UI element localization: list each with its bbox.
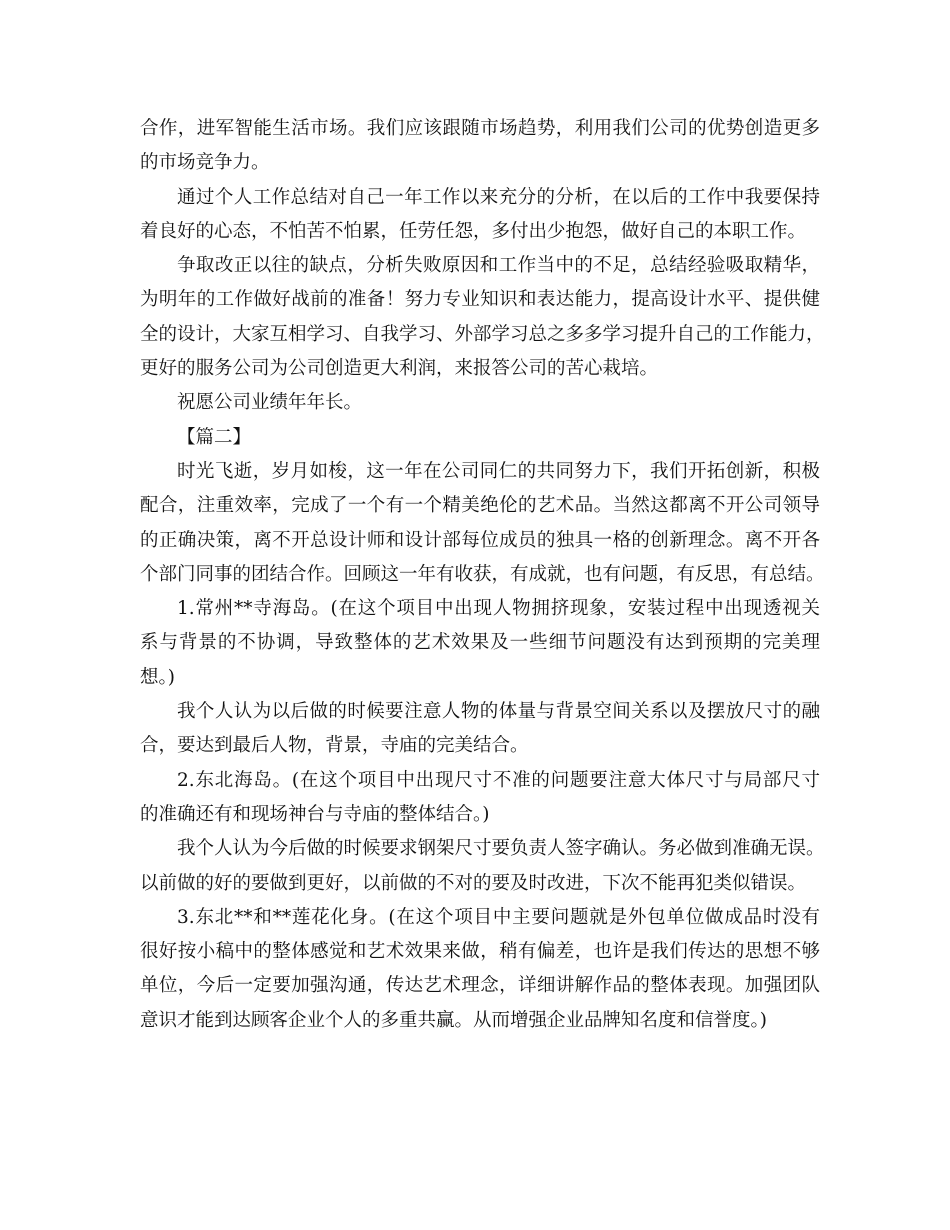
- text-line: 通过个人工作总结对自己一年工作以来充分的分析，在以后的工作中我要保持: [177, 186, 820, 208]
- text-line: 单位，今后一定要加强沟通，传达艺术理念，详细讲解作品的整体表现。加强团队: [140, 975, 820, 997]
- text-line: 全的设计，大家互相学习、自我学习、外部学习总之多多学习提升自己的工作能力，: [140, 323, 825, 345]
- text-line: 我个人认为今后做的时候要求钢架尺寸要负责人签字确认。务必做到准确无误。: [177, 838, 825, 860]
- text-line: 个部门同事的团结合作。回顾这一年有收获，有成就，也有问题，有反思，有总结。: [140, 563, 825, 585]
- text-line: 祝愿公司业绩年年长。: [177, 392, 363, 414]
- text-line: 3.东北**和**莲花化身。(在这个项目中主要问题就是外包单位做成品时没有: [177, 906, 820, 928]
- text-line: 时光飞逝，岁月如梭，这一年在公司同仁的共同努力下，我们开拓创新，积极: [177, 460, 820, 482]
- text-line: 很好按小稿中的整体感觉和艺术效果来做，稍有偏差，也许是我们传达的思想不够: [140, 941, 820, 963]
- text-line: 想。): [140, 666, 175, 688]
- text-line: 更好的服务公司为公司创造更大利润，来报答公司的苦心栽培。: [140, 358, 659, 380]
- text-line: 2.东北海岛。(在这个项目中出现尺寸不准的问题要注意大体尺寸与局部尺寸: [177, 769, 820, 791]
- text-line: 的市场竞争力。: [140, 152, 270, 174]
- text-line: 系与背景的不协调，导致整体的艺术效果及一些细节问题没有达到预期的完美理: [140, 632, 820, 654]
- document-body: [140, 112, 825, 1038]
- text-line: 为明年的工作做好战前的准备！努力专业知识和表达能力，提高设计水平、提供健: [140, 289, 820, 311]
- text-line: 合作，进军智能生活市场。我们应该跟随市场趋势，利用我们公司的优势创造更多: [140, 118, 820, 139]
- text-line: 争取改正以往的缺点，分析失败原因和工作当中的不足，总结经验吸取精华，: [177, 255, 820, 277]
- text-line: 我个人认为以后做的时候要注意人物的体量与背景空间关系以及摆放尺寸的融: [177, 701, 820, 723]
- text-line: 1.常州**寺海岛。(在这个项目中出现人物拥挤现象，安装过程中出现透视关: [177, 598, 820, 620]
- text-line: 的正确决策，离不开总设计师和设计部每位成员的独具一格的创新理念。离不开各: [140, 529, 820, 551]
- text-line: 的准确还有和现场神台与寺庙的整体结合。): [140, 803, 490, 825]
- text-line: 合，要达到最后人物，背景，寺庙的完美结合。: [140, 735, 529, 757]
- text-line: 【篇二】: [177, 426, 252, 448]
- text-line: 意识才能到达顾客企业个人的多重共赢。从而增强企业品牌知名度和信誉度。): [140, 1009, 767, 1031]
- text-line: 配合，注重效率，完成了一个有一个精美绝伦的艺术品。当然这都离不开公司领导: [140, 495, 820, 517]
- text-line: 以前做的好的要做到更好，以前做的不对的要及时改进，下次不能再犯类似错误。: [140, 872, 807, 894]
- text-line: 着良好的心态，不怕苦不怕累，任劳任怨，多付出少抱怨，做好自己的本职工作。: [140, 220, 807, 242]
